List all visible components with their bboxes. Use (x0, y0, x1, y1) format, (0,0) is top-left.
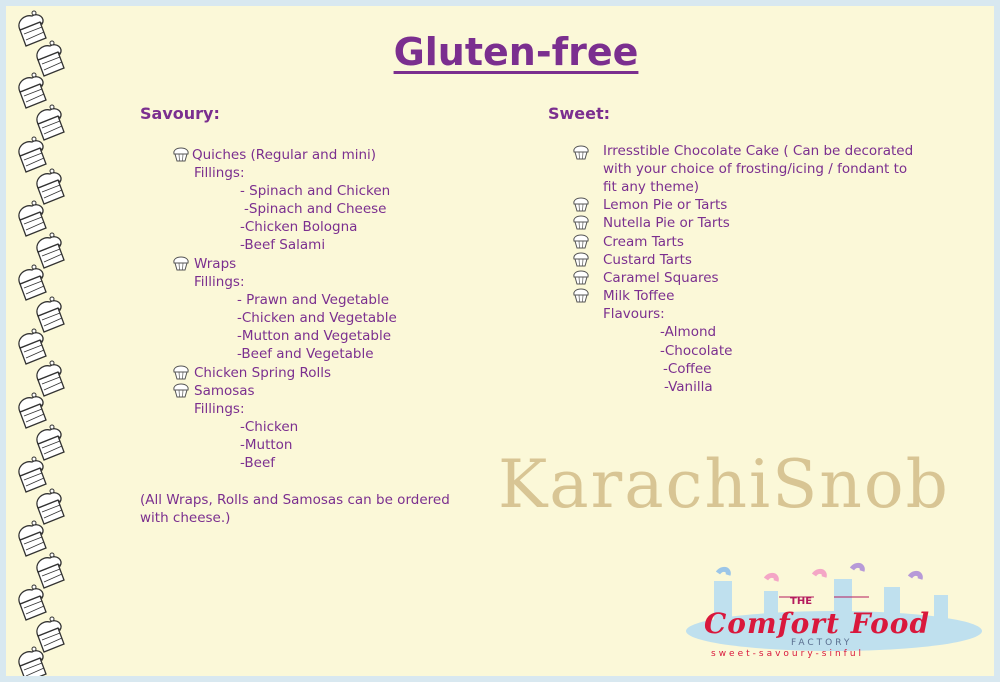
cupcake-bullet-icon (572, 286, 590, 304)
sweet-heading: Sweet: (548, 104, 611, 123)
savoury-item: Quiches (Regular and mini) (192, 147, 377, 163)
cupcake-bullet-icon (572, 143, 590, 161)
sweet-item: Flavours: (603, 306, 665, 322)
logo-name-text: Comfort Food (704, 607, 931, 640)
cupcake-bullet-icon (172, 145, 190, 163)
savoury-item: Fillings: (194, 165, 245, 181)
sweet-item: -Chocolate (660, 343, 733, 359)
savoury-heading: Savoury: (140, 104, 220, 123)
savoury-item: -Chicken Bologna (240, 219, 358, 235)
menu-page (6, 6, 994, 676)
logo-factory-text: FACTORY (791, 638, 853, 648)
cupcake-bullet-icon (172, 254, 190, 272)
savoury-item: -Mutton (240, 437, 293, 453)
page-title: Gluten-free (393, 30, 639, 74)
savoury-item: Samosas (194, 383, 255, 399)
savoury-item: -Mutton and Vegetable (237, 328, 392, 344)
cupcake-bullet-icon (572, 232, 590, 250)
savoury-item: -Chicken (240, 419, 299, 435)
sweet-item: -Coffee (663, 361, 712, 377)
cupcake-bullet-icon (572, 250, 590, 268)
cupcake-bullet-icon (572, 213, 590, 231)
sweet-item: Irresstible Chocolate Cake ( Can be decorated (603, 143, 914, 159)
savoury-item: - Spinach and Chicken (240, 183, 391, 199)
sweet-item: with your choice of frosting/icing / fondant to (603, 161, 908, 177)
savoury-item: -Spinach and Cheese (244, 201, 387, 217)
savoury-note: with cheese.) (140, 510, 231, 526)
sweet-item: Caramel Squares (603, 270, 719, 286)
sweet-item: Nutella Pie or Tarts (603, 215, 730, 231)
sweet-item: -Vanilla (664, 379, 713, 395)
sweet-item: Lemon Pie or Tarts (603, 197, 728, 213)
cupcake-bullet-icon (172, 363, 190, 381)
cupcake-bullet-icon (572, 268, 590, 286)
savoury-item: -Chicken and Vegetable (237, 310, 397, 326)
sweet-item: fit any theme) (603, 179, 700, 195)
sweet-item: Milk Toffee (603, 288, 675, 304)
cupcake-bullet-icon (172, 381, 190, 399)
logo-tagline: sweet-savoury-sinful (711, 649, 865, 659)
sweet-item: -Almond (660, 324, 717, 340)
savoury-item: Fillings: (194, 274, 245, 290)
savoury-item: - Prawn and Vegetable (237, 292, 390, 308)
sweet-item: Cream Tarts (603, 234, 684, 250)
savoury-item: Fillings: (194, 401, 245, 417)
savoury-item: -Beef and Vegetable (237, 346, 374, 362)
savoury-item: Wraps (194, 256, 237, 272)
savoury-note: (All Wraps, Rolls and Samosas can be ordered (140, 492, 450, 508)
savoury-item: Chicken Spring Rolls (194, 365, 332, 381)
karachisnob-watermark: KarachiSnob (498, 446, 950, 523)
logo-the-text: THE (790, 596, 813, 607)
cupcake-bullet-icon (572, 195, 590, 213)
savoury-item: -Beef (240, 455, 276, 471)
cupcake-border-icon (6, 6, 86, 676)
sweet-item: Custard Tarts (603, 252, 692, 268)
savoury-item: -Beef Salami (240, 237, 326, 253)
